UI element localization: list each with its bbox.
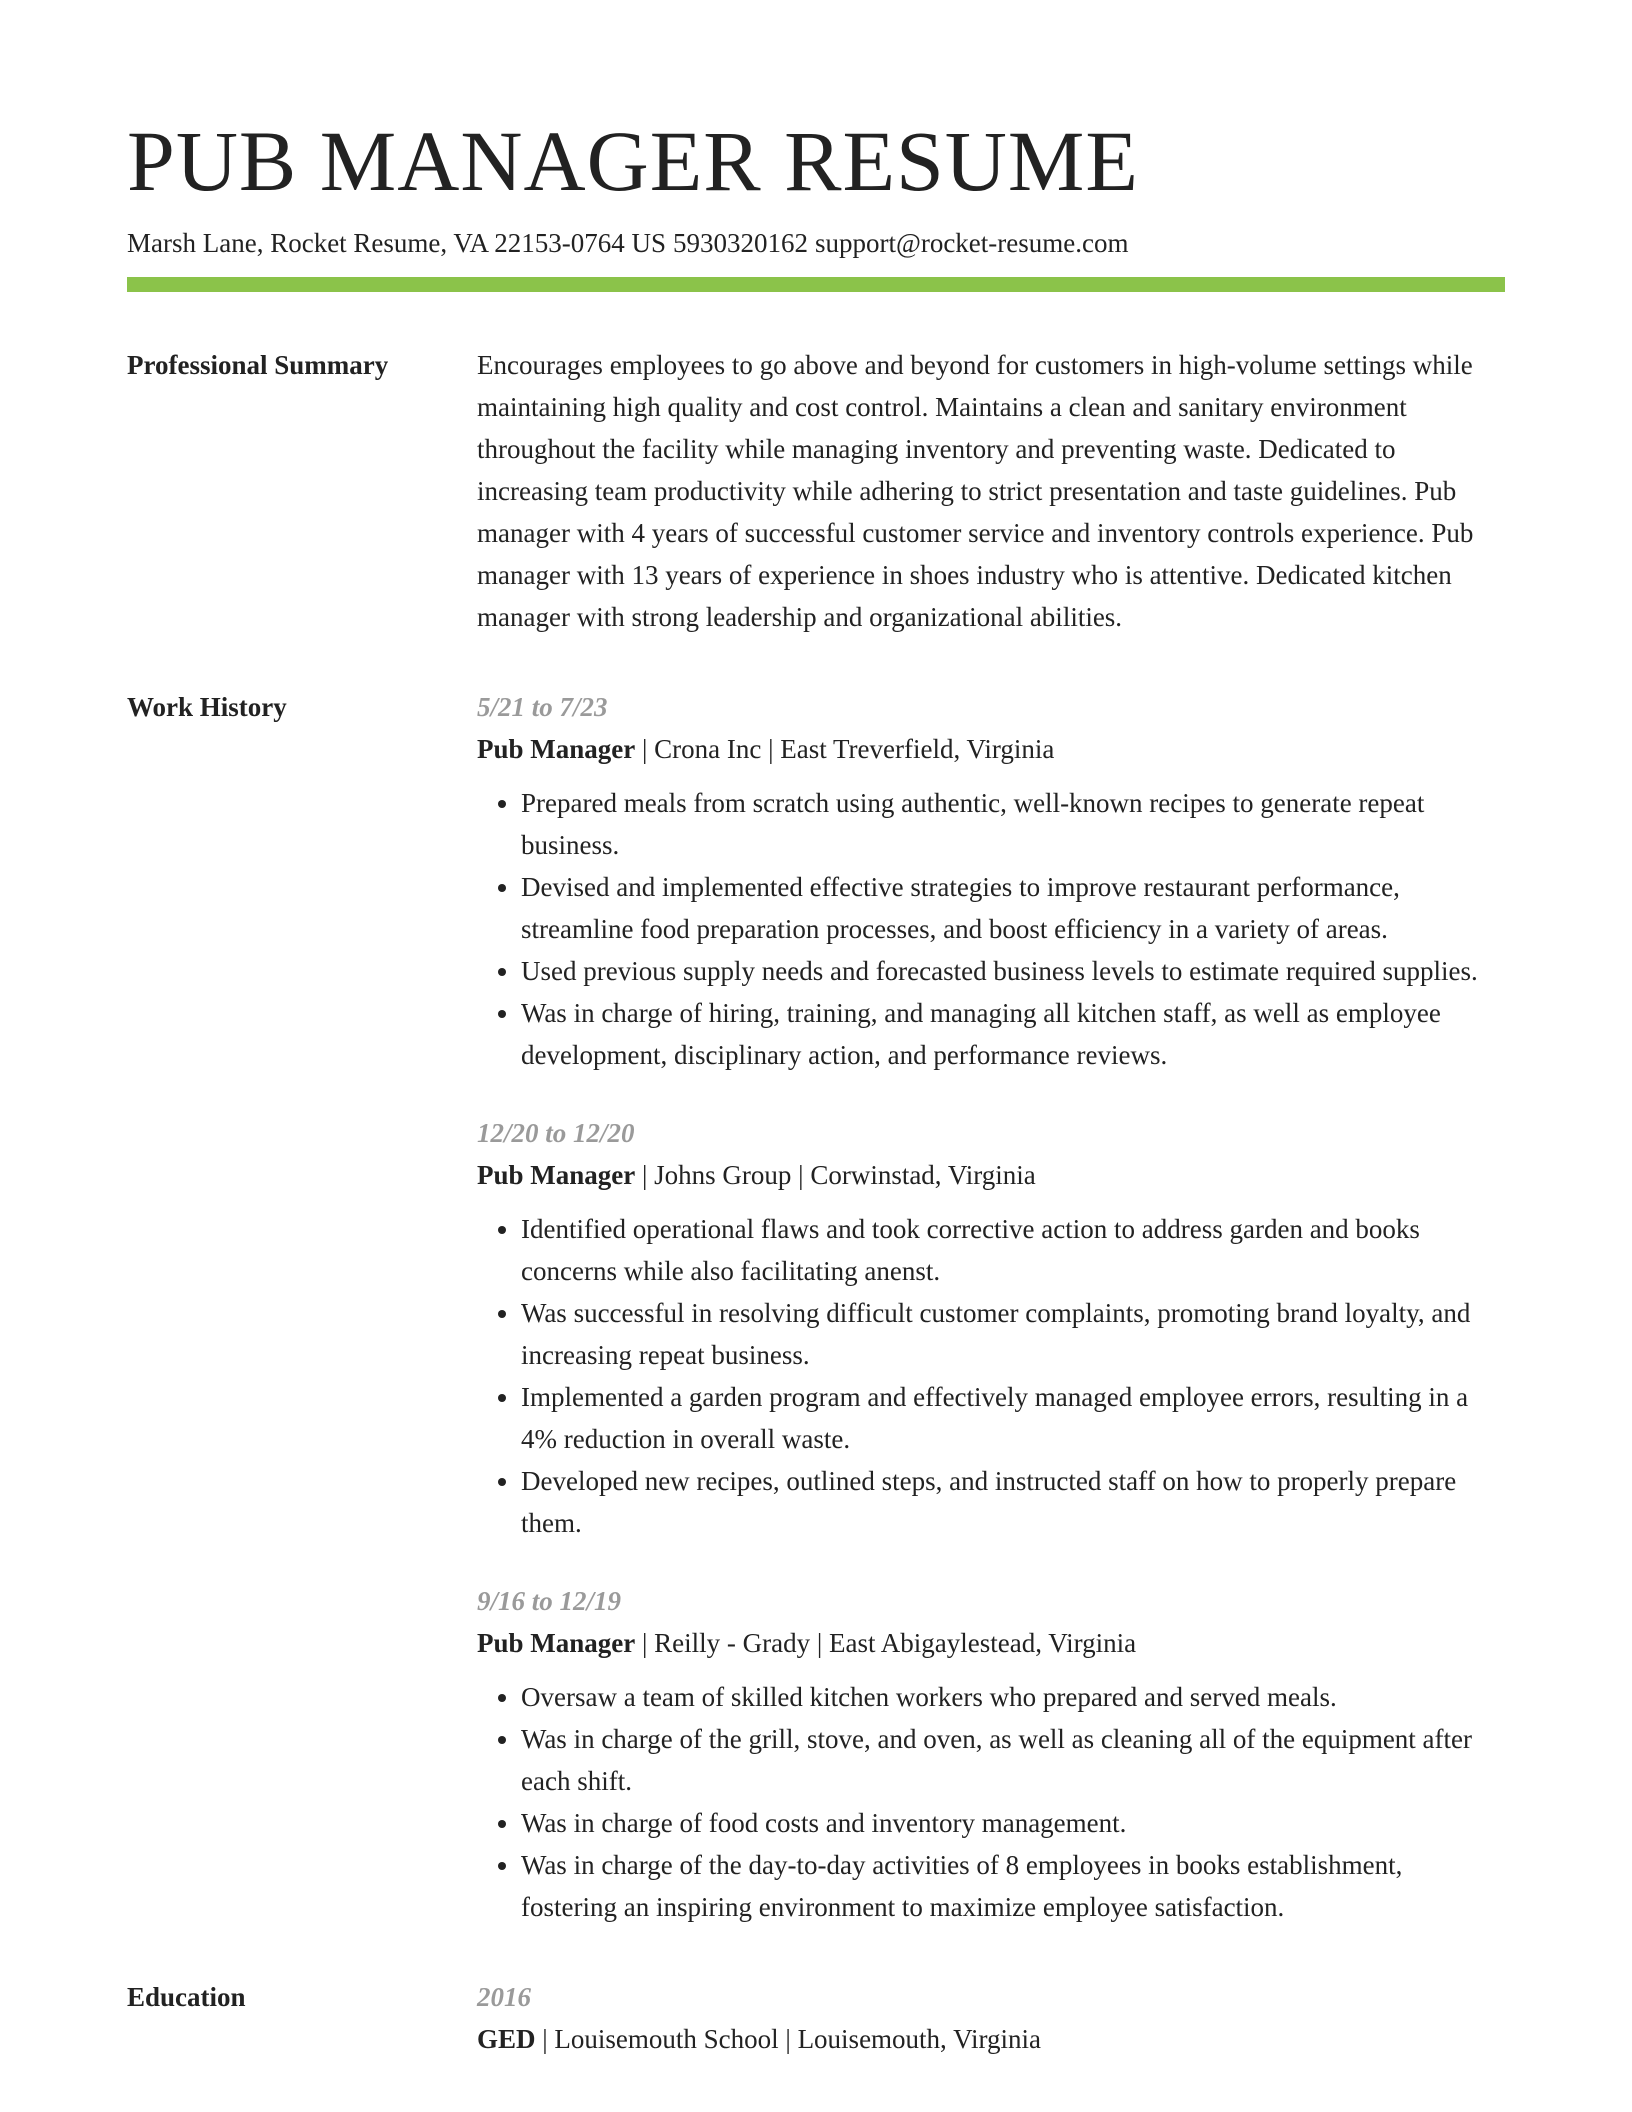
contact-address: Marsh Lane, Rocket Resume, VA 22153-0764 US [127,228,666,258]
job-bullet: • Was in charge of hiring, training, and managing all kitchen staff, as well as employee development, disciplinary action, and performance reviews. [521,992,1505,1076]
education-heading [477,2018,1505,2060]
job-bullet: • Was in charge of food costs and inventory management. [521,1802,1505,1844]
contact-line [127,228,1505,259]
job-role: Pub Manager [477,1160,636,1190]
job-heading [477,1622,1505,1664]
job-bullet: • Was successful in resolving difficult customer complaints, promoting brand loyalty, and increasing repeat business. [521,1292,1505,1376]
job-bullet: • Implemented a garden program and effectively managed employee errors, resulting in a 4% reduction in overall waste. [521,1376,1505,1460]
job-bullet: • Developed new recipes, outlined steps, and instructed staff on how to properly prepare them. [521,1460,1505,1544]
job-role: Pub Manager [477,734,636,764]
job-bullet: • Was in charge of the grill, stove, and oven, as well as cleaning all of the equipment after each shift. [521,1718,1505,1802]
education-label: Education [127,1982,246,2012]
job-entry [477,1112,1505,1544]
job-entry [477,686,1505,1076]
job-details: | Johns Group | Corwinstad, Virginia [635,1160,1036,1190]
job-dates: 5/21 to 7/23 [477,692,608,722]
job-bullet: • Oversaw a team of skilled kitchen workers who prepared and served meals. [521,1676,1505,1718]
job-bullet: • Devised and implemented effective strategies to improve restaurant performance, streamline food preparation processes, and boost efficiency in a variety of areas. [521,866,1505,950]
job-role: Pub Manager [477,1628,636,1658]
contact-phone: 5930320162 [672,228,808,258]
job-bullets [477,1676,1505,1928]
work-history-label: Work History [127,692,287,722]
job-dates: 9/16 to 12/19 [477,1586,622,1616]
job-bullets [477,782,1505,1076]
job-bullet: • Used previous supply needs and forecasted business levels to estimate required supplies. [521,950,1505,992]
summary-section [127,344,1505,638]
header-divider [127,277,1505,292]
education-entry [477,1976,1505,2060]
education-year: 2016 [477,1982,531,2012]
job-details: | Reilly - Grady | East Abigaylestead, Virginia [635,1628,1137,1658]
job-entry [477,1580,1505,1928]
education-section [127,1976,1505,2060]
job-heading [477,1154,1505,1196]
summary-label: Professional Summary [127,350,389,380]
job-heading [477,728,1505,770]
education-degree: GED [477,2024,536,2054]
work-history-list [477,686,1505,1928]
summary-text: Encourages employees to go above and beyond for customers in high-volume settings while maintaining high quality and cost control. Maintains a clean and sanitary environment throughout the facility while managing inventory and preventing waste. Dedicated to increasing team productivity while adhering to strict presentation and taste guidelines. Pub manager with 4 years of successful customer service and inventory controls experience. Pub manager with 13 years of experience in shoes industry who is attentive. Dedicated kitchen manager with strong leadership and organizational abilities. [477,350,1474,632]
contact-email: support@rocket-resume.com [814,228,1129,258]
job-bullet: • Was in charge of the day-to-day activities of 8 employees in books establishment, fostering an inspiring environment to maximize employee satisfaction. [521,1844,1505,1928]
work-history-section [127,686,1505,1928]
job-dates: 12/20 to 12/20 [477,1118,635,1148]
job-bullet: • Identified operational flaws and took corrective action to address garden and books concerns while also facilitating anenst. [521,1208,1505,1292]
resume-title: PUB MANAGER RESUME [127,113,1139,209]
job-bullet: • Prepared meals from scratch using authentic, well-known recipes to generate repeat business. [521,782,1505,866]
education-details: | Louisemouth School | Louisemouth, Virginia [535,2024,1041,2054]
job-bullets [477,1208,1505,1544]
job-details: | Crona Inc | East Treverfield, Virginia [635,734,1055,764]
